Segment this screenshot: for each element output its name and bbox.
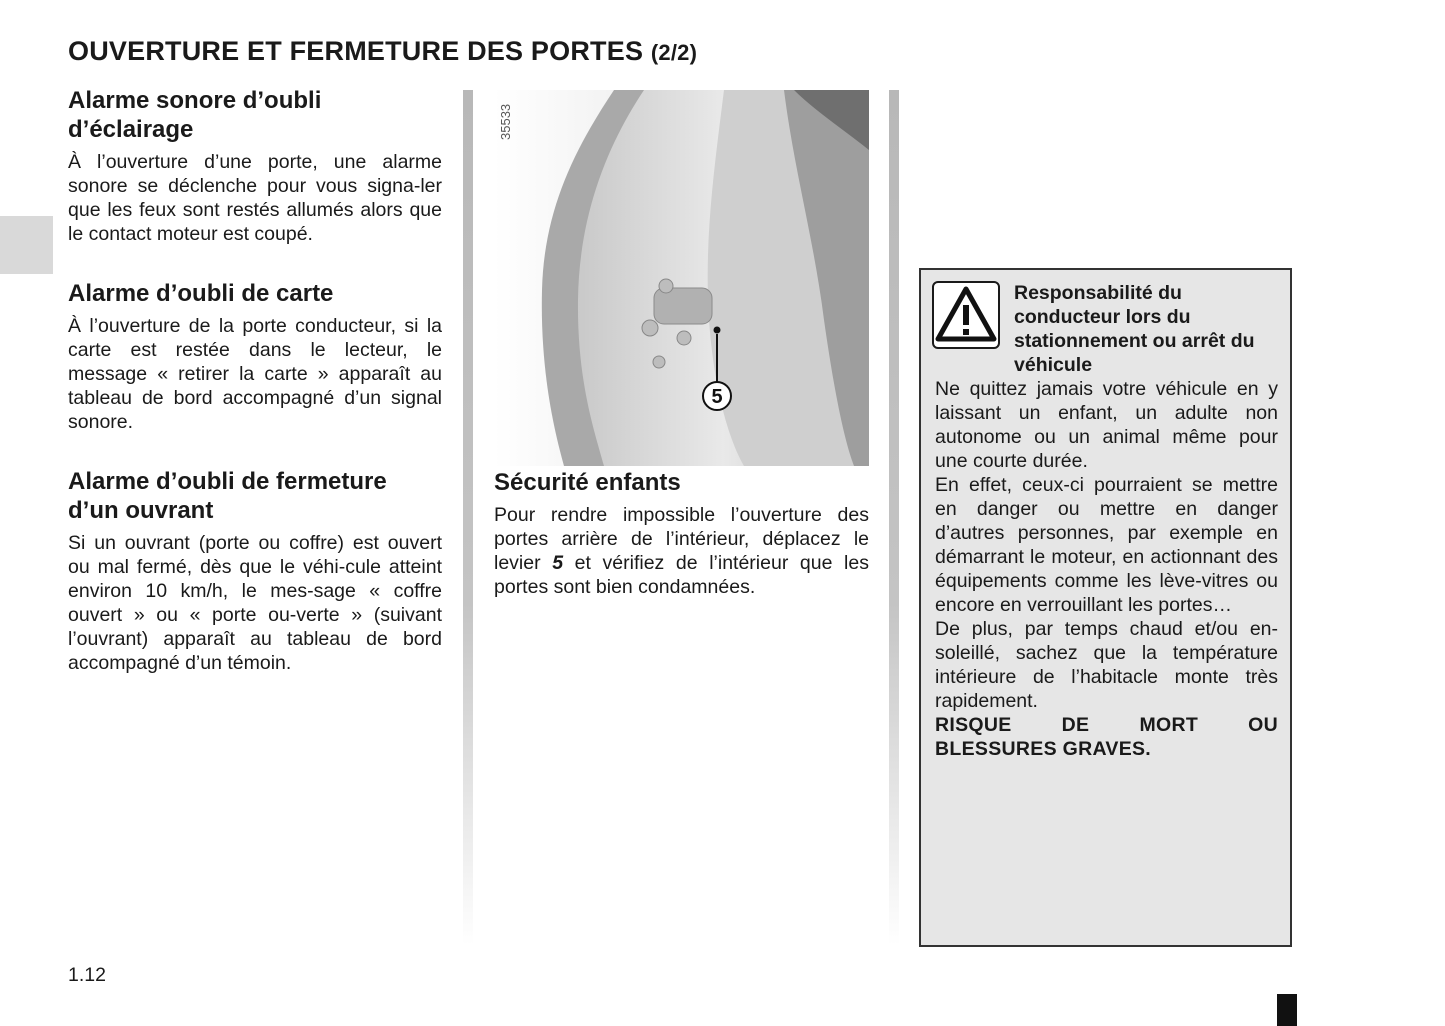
door-lock-illustration <box>494 90 869 466</box>
page-title-text: OUVERTURE ET FERMETURE DES PORTES <box>68 36 644 66</box>
section-heading: Alarme d’oubli de carte <box>68 280 334 307</box>
section-text: À l’ouverture d’une porte, une alarme sonore se déclenche pour vous signa-ler que les feux sont restés allumés alors que le contact moteur est coupé. <box>68 151 442 245</box>
section-card-alarm <box>68 279 442 434</box>
risk-line-2: BLESSURES GRAVES. <box>935 738 1152 760</box>
warning-paragraph: En effet, ceux-ci pourraient se mettre en danger ou mettre en danger d’autres personnes, par exemple en démarrant le moteur, en actionnant des équipements comme les lève-vitres ou encore en verrouillant les portes… <box>935 474 1278 616</box>
child-safety-text-after: et vérifiez de l’intérieur que les portes sont bien condamnées. <box>494 552 869 598</box>
page-title <box>68 36 697 67</box>
warning-paragraph: De plus, par temps chaud et/ou en-soleillé, sachez que la température intérieure de l’habitacle monte très rapidement. <box>935 618 1278 712</box>
column-divider <box>889 90 899 945</box>
chapter-tab <box>0 216 53 274</box>
left-column <box>68 86 442 675</box>
warning-triangle-icon <box>932 281 1000 349</box>
lever-ref: 5 <box>552 552 564 574</box>
figure-code: 35533 <box>498 103 513 140</box>
callout-label: 5 <box>711 386 723 408</box>
section-door-alarm <box>68 467 442 675</box>
child-safety-text-before: Pour rendre impossible l’ouverture des portes arrière de l’intérieur, déplacez le levier <box>494 504 869 574</box>
section-heading: Alarme sonore d’oubli d’éclairage <box>68 87 322 143</box>
page-edge-marker <box>1277 994 1297 1026</box>
section-heading: Alarme d’oubli de fermeture d’un ouvrant <box>68 468 387 524</box>
section-lighting-alarm <box>68 86 442 246</box>
child-safety-heading: Sécurité enfants <box>494 469 681 496</box>
door-lock-drawing <box>494 90 869 466</box>
warning-title: Responsabilité du conducteur lors du stationnement ou arrêt du véhicule <box>1014 282 1255 376</box>
middle-column <box>494 468 869 599</box>
warning-paragraph: Ne quittez jamais votre véhicule en y laissant un enfant, un adulte non autonome ou un animal même pour une courte durée. <box>935 378 1278 472</box>
section-text: Si un ouvrant (porte ou coffre) est ouvert ou mal fermé, dès que le véhi-cule atteint environ 10 km/h, le mes-sage « coffre ouvert » ou « porte ou-verte » (suivant l’ouvrant) apparaît au tableau de bord accompagné d’un témoin. <box>68 532 442 674</box>
risk-line-1: RISQUE DE MORT OU <box>935 714 1278 736</box>
page-title-suffix: (2/2) <box>650 40 698 65</box>
page-number: 1.12 <box>68 964 106 986</box>
child-safety-text <box>494 503 869 599</box>
section-text: À l’ouverture de la porte conducteur, si la carte est restée dans le lecteur, le message « retirer la carte » apparaît au tableau de bord accompagné d’un signal sonore. <box>68 315 442 433</box>
column-divider <box>463 90 473 945</box>
warning-body <box>935 377 1278 761</box>
